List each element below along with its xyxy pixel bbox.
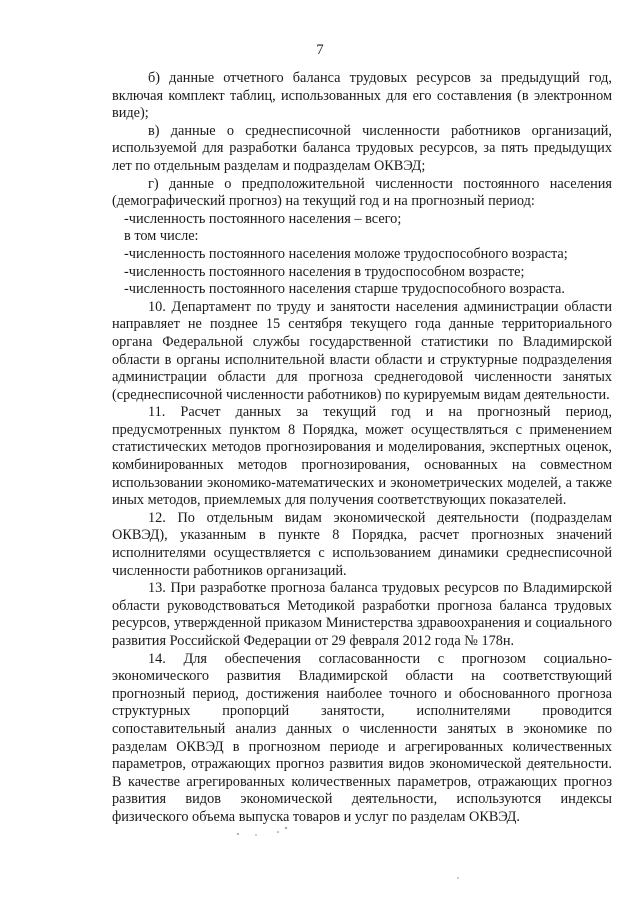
list-item-working-age: -численность постоянного населения в трудоспособном возрасте; bbox=[124, 263, 525, 280]
paragraph-v: в) данные о среднесписочной численности работников организаций, используемой для разработки баланса трудовых ресурсов, за пять предыдущих лет по отдельным разделам и подразделам ОКВЭД; bbox=[112, 122, 612, 174]
paragraph-b: б) данные отчетного баланса трудовых ресурсов за предыдущий год, включая комплект таблиц, использованных для его составления (в электронном виде); bbox=[112, 70, 612, 122]
list-item-total: -численность постоянного населения – всего; bbox=[124, 210, 402, 227]
scan-speck bbox=[230, 822, 310, 842]
paragraph-14: 14. Для обеспечения согласованности с прогнозом социально-экономического развития Владимирской области на соответствующий прогнозный период, достижения наиболее точного и обоснованного прогноза структурных пропорций занятости, исполнителями проводится сопоставительный анализ данных о численности занятых в экономике по разделам ОКВЭД в прогнозном периоде и агрегированных количественных параметров, отражающих прогноз развития видов экономической деятельности. В качестве агрегированных количественных параметров, отражающих прогноз развития видов экономической деятельности, используются индексы физического объема выпуска товаров и услуг по разделам ОКВЭД. bbox=[112, 650, 612, 825]
document-body bbox=[112, 70, 612, 827]
page-number: 7 bbox=[316, 42, 324, 58]
paragraph-11: 11. Расчет данных за текущий год и на прогнозный период, предусмотренных пунктом 8 Порядка, может осуществляться с применением статистических методов прогнозирования и моделирования, экспертных оценок, комбинированных методов прогнозирования, основанных на совместном использовании экономико-математических и эконометрических моделей, а также иных методов, приемлемых для получения соответствующих показателей. bbox=[112, 404, 612, 509]
list-item-under-working-age: -численность постоянного населения моложе трудоспособного возраста; bbox=[124, 245, 568, 262]
paragraph-12: 12. По отдельным видам экономической деятельности (подразделам ОКВЭД), указанным в пункте 8 Порядка, расчет прогнозных значений исполнителями осуществляется с использованием динамики среднесписочной численности работников организаций. bbox=[112, 509, 612, 579]
paragraph-g: г) данные о предположительной численности постоянного населения (демографический прогноз) на текущий год и на прогнозный период: bbox=[112, 175, 612, 210]
paragraph-13: 13. При разработке прогноза баланса трудовых ресурсов по Владимирской области руководствоваться Методикой разработки прогноза баланса трудовых ресурсов, утвержденной приказом Министерства здравоохранения и социального развития Российской Федерации от 29 февраля 2012 года № 178н. bbox=[112, 580, 612, 649]
scan-speck bbox=[452, 870, 472, 890]
list-intro: в том числе: bbox=[124, 228, 199, 245]
list-item-over-working-age: -численность постоянного населения старше трудоспособного возраста. bbox=[124, 281, 565, 298]
paragraph-10: 10. Департамент по труду и занятости населения администрации области направляет не позднее 15 сентября текущего года данные территориального органа Федеральной службы государственной статистики по Владимирской области в органы исполнительной власти области и структурные подразделения администрации области для прогноза среднегодовой численности занятых (среднесписочной численности работников) по курируемым видам деятельности. bbox=[112, 298, 612, 403]
